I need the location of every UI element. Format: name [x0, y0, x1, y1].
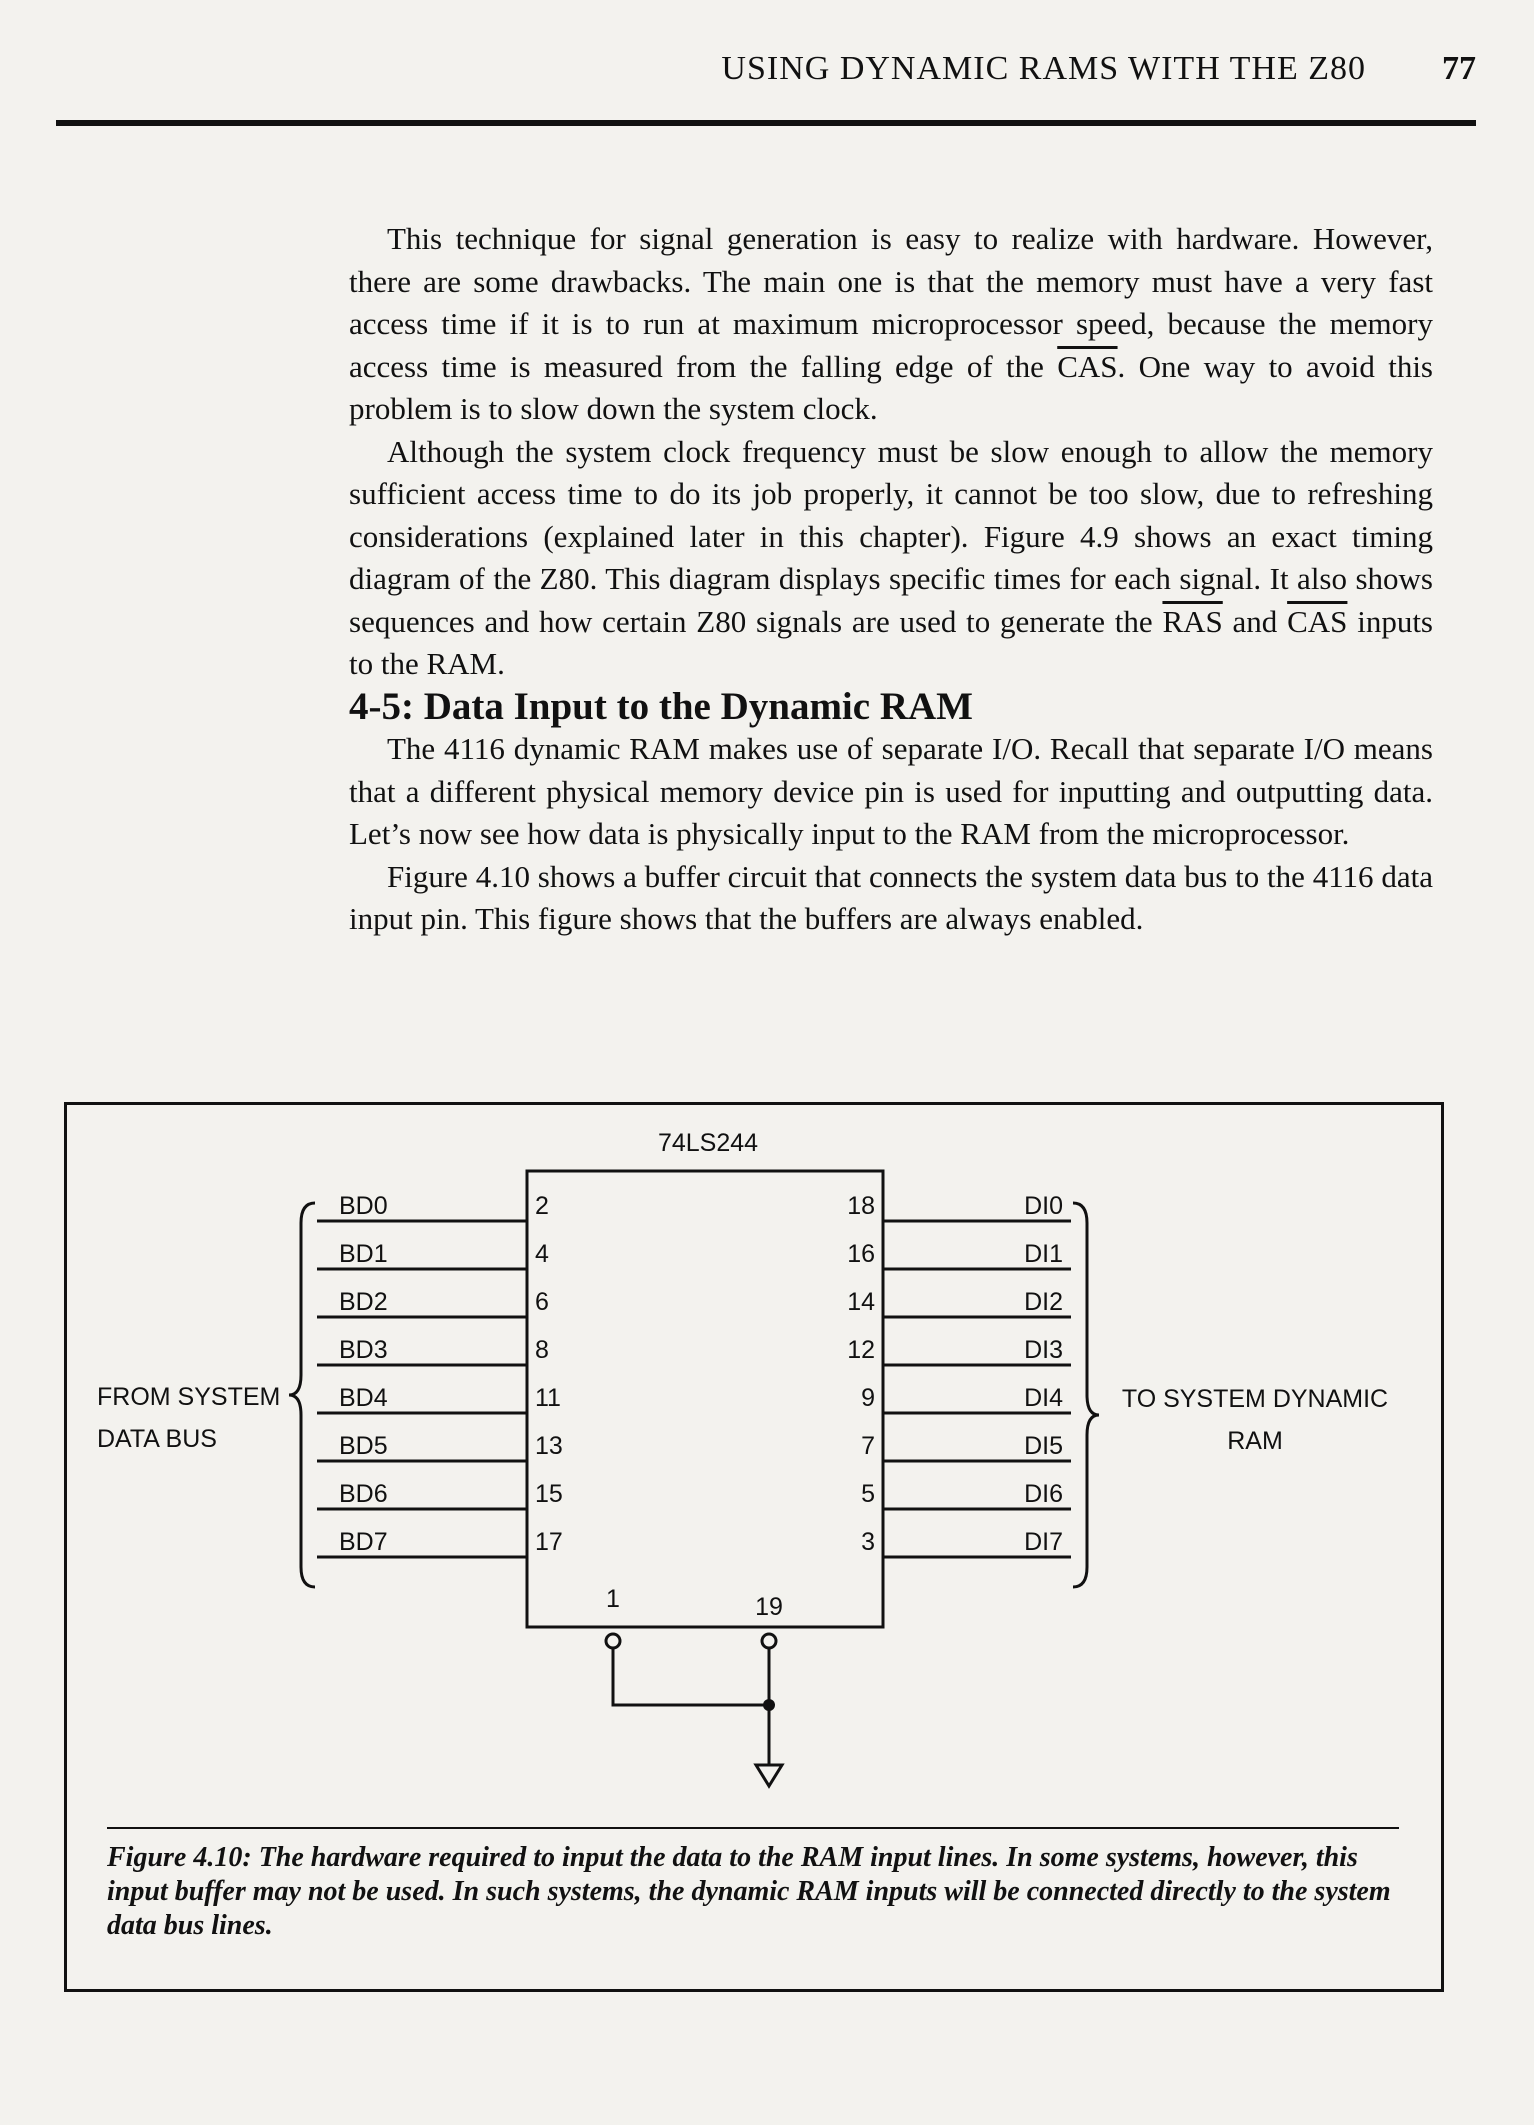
input-signal-label: BD4 — [339, 1384, 388, 1412]
junction-dot — [763, 1699, 775, 1711]
ground-symbol — [756, 1765, 782, 1786]
input-signal-label: BD7 — [339, 1528, 388, 1556]
input-signal-label: BD1 — [339, 1240, 388, 1268]
input-pin-number: 13 — [535, 1432, 563, 1460]
page-number: 77 — [1442, 50, 1476, 87]
left-group-label-1: FROM SYSTEM — [97, 1383, 281, 1411]
output-pin-number: 14 — [847, 1288, 875, 1316]
output-pin-number: 18 — [847, 1192, 875, 1220]
output-pin-number: 12 — [847, 1336, 875, 1364]
figure-frame — [64, 1102, 1444, 1992]
buffer-circuit-diagram — [67, 1105, 1441, 1825]
body-text — [349, 218, 1433, 941]
input-signal-label: BD5 — [339, 1432, 388, 1460]
input-pin-number: 15 — [535, 1480, 563, 1508]
cas-signal: $\overline{CAS}$ — [1287, 603, 1348, 639]
input-signal-label: BD0 — [339, 1192, 388, 1220]
page-header — [56, 40, 1476, 100]
chip-74ls244 — [527, 1171, 883, 1627]
input-pin-number: 4 — [535, 1240, 549, 1268]
chip-label: 74LS244 — [657, 1129, 759, 1157]
section-heading: 4-5: Data Input to the Dynamic RAM — [349, 684, 973, 728]
enable-bubble-19 — [762, 1634, 776, 1648]
enable-wire — [613, 1648, 769, 1705]
right-group-label-2: RAM — [1227, 1427, 1283, 1455]
enable-pin-1: 1 — [606, 1585, 620, 1613]
output-signal-label: DI1 — [1024, 1240, 1063, 1268]
enable-bubble-1 — [606, 1634, 620, 1648]
output-pin-number: 5 — [861, 1480, 875, 1508]
output-signal-label: DI4 — [1024, 1384, 1063, 1412]
paragraph-2: Although the system clock frequency must be slow enough to allow the memory sufficient access time to do its job properly, it cannot be too slow, due to refreshing considerations (explained later in this chapter). Figure 4.9 shows an exact timing diagram of the Z80. This diagram displays specific times for each signal. It also shows sequences and how certain Z80 signals are used to generate the $\overline{RAS}$ and $\overline{CAS}$ inputs to the RAM. — [349, 433, 1433, 681]
output-signal-label: DI3 — [1024, 1336, 1063, 1364]
left-brace — [289, 1203, 315, 1587]
output-pin-number: 9 — [861, 1384, 875, 1412]
output-signal-label: DI2 — [1024, 1288, 1063, 1316]
header-rule — [56, 120, 1476, 126]
right-brace — [1073, 1203, 1099, 1587]
paragraph-3: The 4116 dynamic RAM makes use of separate I/O. Recall that separate I/O means that a different physical memory device pin is used for inputting and outputting data. Let’s now see how data is physically input to the RAM from the microprocessor. — [349, 731, 1433, 851]
caption-text: The hardware required to input the data to the RAM input lines. In some systems, however, this input buffer may not be used. In such systems, the dynamic RAM inputs will be connected directly to the system data bus lines. — [107, 1842, 1391, 1941]
input-pin-number: 6 — [535, 1288, 549, 1316]
figure-caption — [107, 1841, 1397, 1943]
caption-lead: Figure 4.10: — [107, 1842, 252, 1873]
running-title: USING DYNAMIC RAMS WITH THE Z80 — [721, 50, 1366, 87]
input-signal-label: BD6 — [339, 1480, 388, 1508]
output-signal-label: DI7 — [1024, 1528, 1063, 1556]
right-group-label-1: TO SYSTEM DYNAMIC — [1121, 1385, 1389, 1413]
input-pin-number: 2 — [535, 1192, 549, 1220]
caption-rule — [107, 1827, 1399, 1829]
left-group-label-2: DATA BUS — [97, 1425, 217, 1453]
input-pin-number: 11 — [535, 1384, 561, 1412]
input-pin-number: 17 — [535, 1528, 563, 1556]
ras-signal: $\overline{RAS}$ — [1162, 603, 1223, 639]
output-signal-label: DI0 — [1024, 1192, 1063, 1220]
input-pin-number: 8 — [535, 1336, 549, 1364]
output-signal-label: DI5 — [1024, 1432, 1063, 1460]
output-signal-label: DI6 — [1024, 1480, 1063, 1508]
output-pin-number: 3 — [861, 1528, 875, 1556]
paragraph-1: This technique for signal generation is easy to realize with hardware. However, there are some drawbacks. The main one is that the memory must have a very fast access time if it is to run at maximum microprocessor speed, because the memory access time is measured from the falling edge of the $\overline{CAS}$. One way to avoid this problem is to slow down the system clock. — [349, 221, 1433, 426]
output-pin-number: 7 — [861, 1432, 875, 1460]
input-signal-label: BD3 — [339, 1336, 388, 1364]
paragraph-4: Figure 4.10 shows a buffer circuit that connects the system data bus to the 4116 data input pin. This figure shows that the buffers are always enabled. — [349, 858, 1433, 936]
input-signal-label: BD2 — [339, 1288, 388, 1316]
enable-pin-19: 19 — [755, 1593, 783, 1621]
cas-signal: $\overline{CAS}$ — [1057, 348, 1118, 384]
output-pin-number: 16 — [847, 1240, 875, 1268]
